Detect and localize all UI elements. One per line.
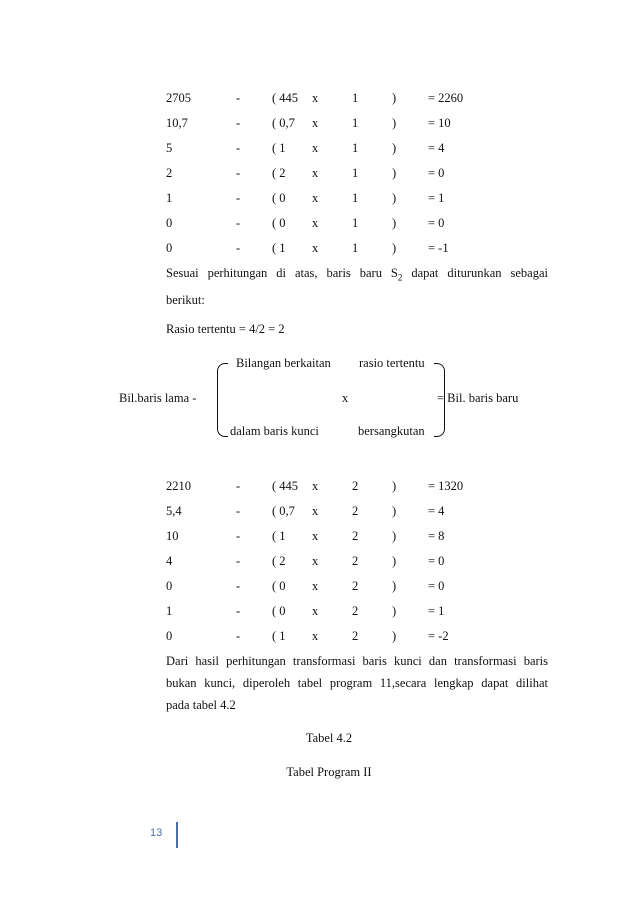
table-cell: -	[236, 604, 241, 618]
table-cell: x	[312, 216, 319, 230]
table-cell: ( 0,7	[272, 504, 295, 518]
table-row	[0, 629, 638, 645]
table-row	[0, 554, 638, 570]
table-cell: = -2	[428, 629, 449, 643]
table-cell: = 0	[428, 554, 445, 568]
table-cell: x	[312, 579, 319, 593]
table-cell: 5	[166, 141, 173, 155]
table-cell: )	[392, 554, 397, 568]
table-cell: -	[236, 216, 241, 230]
table-row	[0, 116, 638, 132]
table-cell: 2	[352, 604, 359, 618]
table-row	[0, 604, 638, 620]
table-cell: -	[236, 191, 241, 205]
table-cell: -	[236, 116, 241, 130]
table-cell: ( 2	[272, 554, 286, 568]
table-cell: -	[236, 579, 241, 593]
table-cell: ( 0,7	[272, 116, 295, 130]
formula-top-left: Bilangan berkaitan	[236, 356, 331, 370]
table-cell: )	[392, 504, 397, 518]
table-cell: ( 1	[272, 241, 286, 255]
table-cell: = 1	[428, 604, 445, 618]
table-cell: 2	[352, 579, 359, 593]
table-cell: -	[236, 554, 241, 568]
table-cell: 0	[166, 579, 173, 593]
table-cell: x	[312, 629, 319, 643]
table-cell: x	[312, 504, 319, 518]
table-cell: )	[392, 166, 397, 180]
table-cell: ( 2	[272, 166, 286, 180]
page-number: 13	[150, 827, 163, 839]
table-cell: ( 445	[272, 479, 299, 493]
table-cell: 1	[352, 166, 359, 180]
table-cell: 2	[166, 166, 173, 180]
table-row	[0, 91, 638, 107]
table-cell: = 0	[428, 166, 445, 180]
paragraph-2	[166, 650, 548, 716]
table-row	[0, 191, 638, 207]
table-cell: x	[312, 116, 319, 130]
table-cell: = 4	[428, 504, 445, 518]
table-cell: = 10	[428, 116, 451, 130]
table-row	[0, 166, 638, 182]
table-row	[0, 504, 638, 520]
paragraph-1-line-1: Sesuai perhitungan di atas, baris baru $S_2$ dapat diturunkan sebagai	[166, 266, 548, 283]
table-cell: x	[312, 554, 319, 568]
table-cell: )	[392, 241, 397, 255]
table-subcaption: Tabel Program II	[286, 765, 372, 779]
formula-bottom-left: dalam baris kunci	[230, 424, 319, 438]
table-cell: x	[312, 529, 319, 543]
table-cell: ( 1	[272, 529, 286, 543]
table-cell: )	[392, 529, 397, 543]
table-cell: 5,4	[166, 504, 182, 518]
table-cell: )	[392, 579, 397, 593]
table-cell: 1	[352, 141, 359, 155]
table-cell: = 0	[428, 216, 445, 230]
table-row	[0, 529, 638, 545]
table-cell: 1	[352, 116, 359, 130]
table-row	[0, 479, 638, 495]
formula-bottom-right: bersangkutan	[358, 424, 425, 438]
table-cell: 0	[166, 629, 173, 643]
paragraph-1	[166, 262, 548, 311]
table-cell: ( 1	[272, 141, 286, 155]
ratio-text: Rasio tertentu = 4/2 = 2	[166, 322, 285, 336]
table-cell: x	[312, 479, 319, 493]
table-cell: 2	[352, 504, 359, 518]
table-cell: = 2260	[428, 91, 464, 105]
table-cell: ( 0	[272, 579, 286, 593]
table-cell: 1	[166, 191, 173, 205]
table-cell: ( 445	[272, 91, 299, 105]
table-cell: 1	[352, 91, 359, 105]
table-cell: 2705	[166, 91, 191, 105]
table-cell: -	[236, 479, 241, 493]
table-cell: = 8	[428, 529, 445, 543]
table-cell: x	[312, 241, 319, 255]
table-cell: 10,7	[166, 116, 188, 130]
table-cell: 0	[166, 241, 173, 255]
table-cell: 1	[352, 241, 359, 255]
table-cell: = -1	[428, 241, 449, 255]
table-cell: = 1	[428, 191, 445, 205]
table-caption: Tabel 4.2	[305, 731, 353, 745]
table-cell: x	[312, 141, 319, 155]
table-cell: = 1320	[428, 479, 464, 493]
table-cell: -	[236, 166, 241, 180]
table-cell: ( 1	[272, 629, 286, 643]
paragraph-1-line-2: berikut:	[166, 292, 205, 307]
page-number-bar	[176, 822, 178, 848]
table-cell: )	[392, 191, 397, 205]
paragraph-2-line-1: Dari hasil perhitungan transformasi baris kunci dan transformasi baris	[166, 654, 548, 668]
table-cell: )	[392, 479, 397, 493]
table-row	[0, 141, 638, 157]
table-cell: 1	[352, 191, 359, 205]
table-cell: )	[392, 91, 397, 105]
left-bracket	[217, 363, 228, 437]
table-cell: = 4	[428, 141, 445, 155]
table-cell: 4	[166, 554, 173, 568]
table-row	[0, 216, 638, 232]
paragraph-2-line-2: bukan kunci, diperoleh tabel program 11,secara lengkap dapat dilihat	[166, 676, 548, 690]
table-cell: -	[236, 91, 241, 105]
table-cell: 2	[352, 529, 359, 543]
table-cell: -	[236, 141, 241, 155]
table-cell: x	[312, 191, 319, 205]
table-cell: 2	[352, 554, 359, 568]
table-row	[0, 579, 638, 595]
table-cell: -	[236, 241, 241, 255]
table-cell: ( 0	[272, 216, 286, 230]
formula-left: Bil.baris lama -	[119, 391, 197, 405]
table-cell: ( 0	[272, 604, 286, 618]
table-cell: = 0	[428, 579, 445, 593]
table-cell: x	[312, 604, 319, 618]
paragraph-2-line-3: pada tabel 4.2	[166, 698, 236, 712]
table-cell: 2	[352, 629, 359, 643]
table-cell: )	[392, 629, 397, 643]
table-cell: -	[236, 529, 241, 543]
table-cell: -	[236, 629, 241, 643]
table-cell: )	[392, 604, 397, 618]
table-cell: ( 0	[272, 191, 286, 205]
table-cell: )	[392, 116, 397, 130]
table-cell: x	[312, 166, 319, 180]
table-cell: 1	[166, 604, 173, 618]
formula-top-right: rasio tertentu	[359, 356, 425, 370]
table-cell: 1	[352, 216, 359, 230]
table-cell: )	[392, 141, 397, 155]
table-cell: -	[236, 504, 241, 518]
table-row	[0, 241, 638, 257]
table-cell: 10	[166, 529, 179, 543]
formula-mult: x	[342, 391, 349, 405]
table-cell: x	[312, 91, 319, 105]
table-cell: 2210	[166, 479, 191, 493]
table-cell: 2	[352, 479, 359, 493]
formula-right: = Bil. baris baru	[437, 391, 519, 405]
table-cell: 0	[166, 216, 173, 230]
table-cell: )	[392, 216, 397, 230]
